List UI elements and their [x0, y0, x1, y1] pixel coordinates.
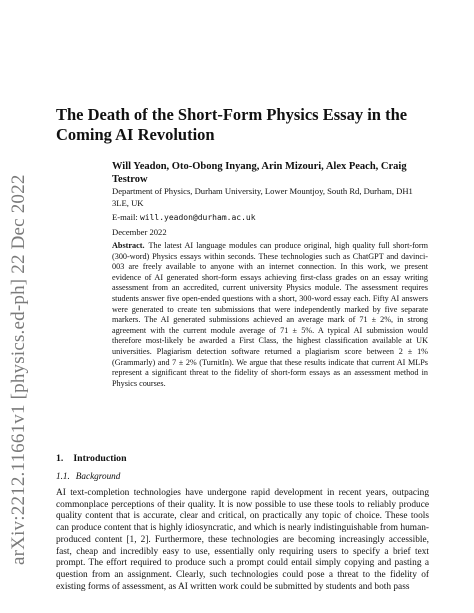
abstract [112, 241, 428, 389]
subsection-title: Background [75, 471, 121, 481]
email-address: will.yeadon@durham.ac.uk [139, 213, 256, 222]
section-heading [56, 453, 127, 464]
subsection-number: 1.1. [56, 471, 70, 481]
arxiv-stamp [6, 145, 32, 565]
section-number: 1. [56, 453, 64, 464]
email-label: E-mail: [112, 212, 138, 222]
publication-date: December 2022 [112, 227, 167, 237]
paper-title: The Death of the Short-Form Physics Essay in the Coming AI Revolution [56, 105, 408, 144]
affiliation: Department of Physics, Durham University, Lower Mountjoy, South Rd, Durham, DH1 3LE, UK [112, 186, 413, 208]
subsection-heading [56, 471, 120, 481]
body-paragraph: AI text-completion technologies have undergone rapid development in recent years, outpacing commonplace perceptions of their quality. It is now possible to use these tools to reliably produce quality content that is accurate, clear and critical, on practically any topic of choice. These tools can produce content that is highly idiosyncratic, and which is nearly indistinguishable from human-produced content [1, 2]. Furthermore, these technologies are becoming increasingly accessible, fast, cheap and incredibly easy to use, essentially only requiring users to specify a brief text prompt. The effort required to produce such a prompt could entail simply copying and pasting a question from an assignment. Clearly, such technologies could pose a threat to the fidelity of existing forms of assessment, as AI written work could be submitted by students and both pass [56, 488, 429, 592]
email-line [112, 212, 412, 223]
arxiv-identifier: arXiv:2212.11661v1 [physics.ed-ph] 22 Dec 2022 [8, 174, 29, 565]
section-title: Introduction [73, 453, 127, 464]
abstract-text: The latest AI language modules can produce original, high quality full short-form (300-word) Physics essays within seconds. These technologies such as ChatGPT and davinci-003 are freely available to anyone with an internet connection. In this work, we present evidence of AI generated short-form essays achieving first-class grades on an essay writing assessment from an accredited, current university Physics module. The assessment requires students answer five open-ended questions with a short, 300-word essay each. Fifty AI answers were generated to create ten submissions that were independently marked by five separate markers. The AI generated submissions achieved an average mark of 71 ± 2%, in strong agreement with the current module average of 71 ± 5%. A typical AI submission would therefore most-likely be awarded a First Class, the highest classification available at UK universities. Plagiarism detection software returned a plagiarism score between 2 ± 1% (Grammarly) and 7 ± 2% (TurnitIn). We argue that these results indicate that current AI MLPs represent a significant threat to the fidelity of short-form essays as an assessment method in Physics courses. [112, 241, 428, 388]
abstract-label: Abstract. [112, 241, 145, 250]
author-list: Will Yeadon, Oto-Obong Inyang, Arin Mizouri, Alex Peach, Craig Testrow [112, 161, 407, 185]
